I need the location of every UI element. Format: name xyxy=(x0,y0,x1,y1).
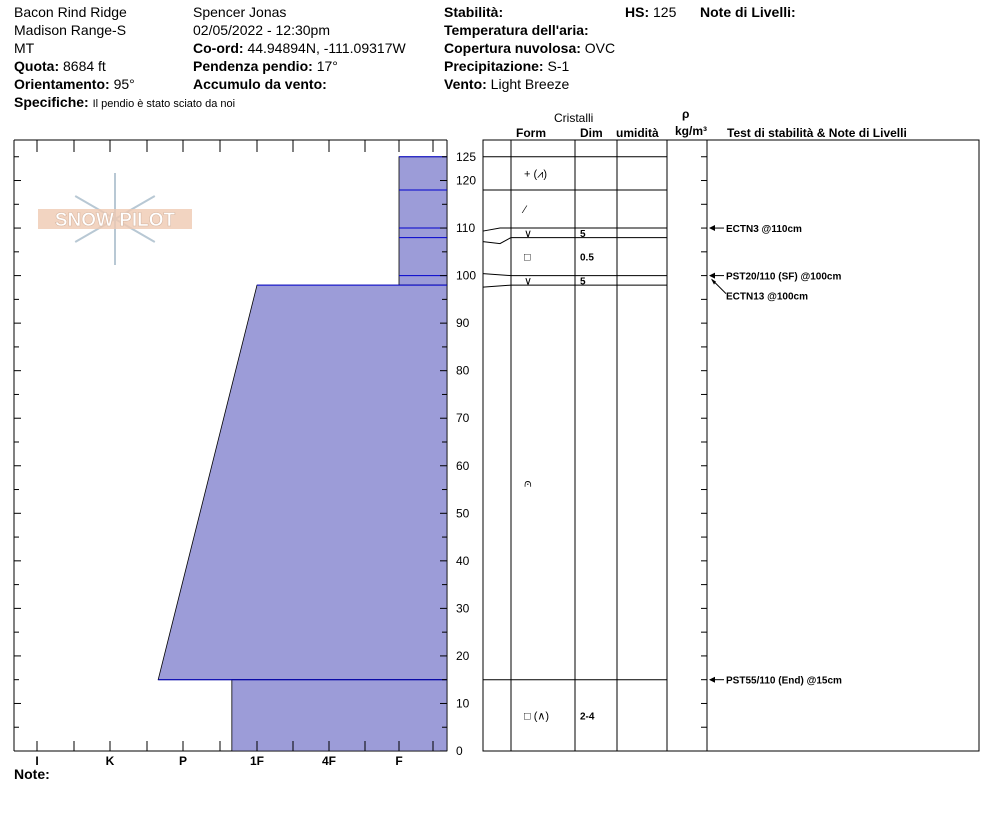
stability-test-label: PST55/110 (End) @15cm xyxy=(726,675,842,687)
slope-label: Pendenza pendio: xyxy=(193,58,313,74)
y-tick-label: 60 xyxy=(456,458,470,473)
x-tick-label: K xyxy=(105,754,115,768)
layer-form: ⩀ xyxy=(524,477,532,490)
x-tick-label: P xyxy=(178,754,188,768)
orient-label: Orientamento: xyxy=(14,76,110,92)
stability-test-label: PST20/110 (SF) @100cm xyxy=(726,271,842,283)
sky-value: OVC xyxy=(584,40,616,56)
spec-value: Il pendio è stato sciato da noi xyxy=(92,98,236,110)
y-tick-label: 50 xyxy=(456,506,470,521)
spec-label: Specifiche: xyxy=(14,94,89,110)
y-tick-label: 110 xyxy=(456,221,476,236)
stability-test-label: ECTN13 @100cm xyxy=(726,291,809,303)
y-tick-label: 70 xyxy=(456,411,470,426)
stability-test-label: ECTN3 @110cm xyxy=(726,224,802,236)
quota-value: 8684 ft xyxy=(63,58,106,74)
air-temp-label: Temperatura dell'aria: xyxy=(444,22,589,38)
crystals-header: Cristalli xyxy=(554,111,594,125)
quota-label: Quota: xyxy=(14,58,60,74)
layer-dim: 5 xyxy=(580,276,586,288)
stability-label: Stabilità: xyxy=(444,4,504,20)
coord-value: 44.94894N, -111.09317W xyxy=(247,40,406,56)
y-tick-label: 100 xyxy=(456,268,477,283)
layer-dim: 0.5 xyxy=(580,252,594,264)
sky-label: Copertura nuvolosa: xyxy=(444,40,581,56)
test-arrowhead xyxy=(709,225,715,231)
layer-connector xyxy=(483,238,511,244)
y-tick-label: 90 xyxy=(456,316,470,331)
note-label: Note: xyxy=(14,766,50,782)
x-tick-label: 1F xyxy=(249,754,265,768)
y-tick-label: 10 xyxy=(456,696,470,711)
rho-header: ρ xyxy=(682,107,690,121)
x-tick-label: I xyxy=(35,754,39,768)
precip-value: S-1 xyxy=(547,58,570,74)
layer-dim: 5 xyxy=(580,228,586,240)
y-tick-label: 40 xyxy=(456,553,470,568)
test-arrowhead xyxy=(709,273,715,279)
layer-connector xyxy=(483,285,511,287)
coord-label: Co-ord: xyxy=(193,40,244,56)
humidity-header: umidità xyxy=(616,126,659,140)
slope-value: 17° xyxy=(316,58,338,74)
y-tick-label: 80 xyxy=(456,363,470,378)
datetime: 02/05/2022 - 12:30pm xyxy=(193,22,330,38)
y-tick-label: 0 xyxy=(456,744,463,758)
observer: Spencer Jonas xyxy=(193,4,287,20)
range: Madison Range-S xyxy=(14,22,127,38)
layer-form: + (⩘) xyxy=(524,168,548,181)
tests-header: Test di stabilità & Note di Livelli xyxy=(727,126,907,140)
y-tick-label: 20 xyxy=(456,648,470,663)
hs-label: HS: xyxy=(625,4,650,20)
layer-form: ⁄ xyxy=(524,204,526,217)
layer-connector xyxy=(483,228,511,231)
y-tick-label: 120 xyxy=(456,173,477,188)
y-tick-label: 30 xyxy=(456,601,470,616)
precip-label: Precipitazione: xyxy=(444,58,544,74)
layer-notes-label: Note di Livelli: xyxy=(700,4,796,20)
layer-form: ∨ xyxy=(524,227,533,240)
wind-label: Vento: xyxy=(444,76,487,92)
layer-form: □ xyxy=(524,251,531,264)
x-tick-label: 4F xyxy=(321,754,337,768)
layer-form: □ (∧) xyxy=(524,710,550,723)
orient-value: 95° xyxy=(113,76,135,92)
y-tick-label: 125 xyxy=(456,149,477,164)
location: Bacon Rind Ridge xyxy=(14,4,127,20)
hardness-segment xyxy=(399,157,447,285)
dim-header: Dim xyxy=(580,126,603,140)
wind-load-label: Accumulo da vento: xyxy=(193,76,327,92)
snowpilot-logo xyxy=(38,173,192,265)
wind-value: Light Breeze xyxy=(490,76,570,92)
hardness-segment xyxy=(232,680,447,751)
x-tick-label: F xyxy=(395,754,403,768)
density-unit-header: kg/m³ xyxy=(675,124,708,138)
layer-form: ∨ xyxy=(524,275,533,288)
form-header: Form xyxy=(516,126,546,140)
logo-text: SNOW PILOT xyxy=(54,210,176,231)
hardness-segment xyxy=(158,285,447,680)
state: MT xyxy=(14,40,35,56)
layer-connector xyxy=(483,274,511,276)
hs-value: 125 xyxy=(653,4,677,20)
layer-dim: 2-4 xyxy=(580,711,595,723)
test-arrowhead xyxy=(711,279,716,285)
test-arrowhead xyxy=(709,677,715,683)
